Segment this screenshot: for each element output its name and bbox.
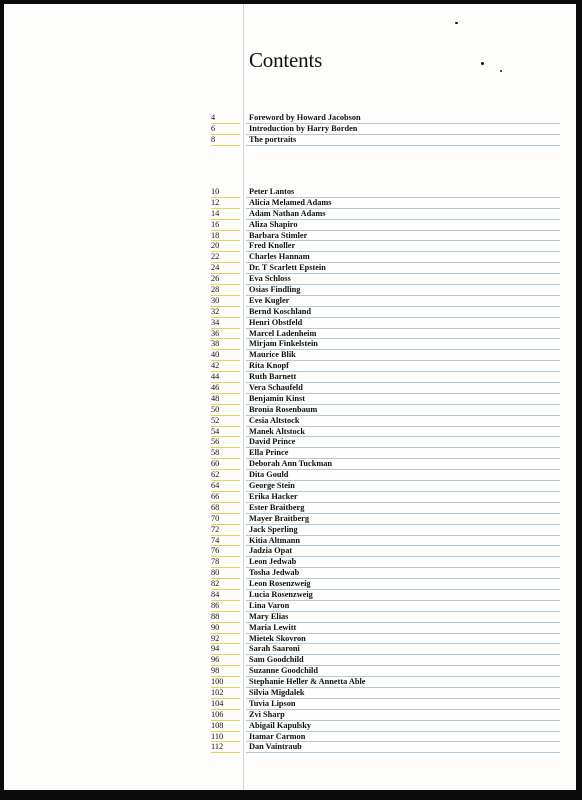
toc-entry — [4, 742, 576, 753]
toc-entry-title: Adam Nathan Adams — [249, 208, 326, 218]
toc-entry-title: Foreword by Howard Jacobson — [249, 113, 361, 122]
toc-page-number: 56 — [211, 437, 220, 447]
toc-entry-title: Mary Elias — [249, 611, 289, 621]
toc-entry-title: Abigail Kapulsky — [249, 720, 312, 730]
toc-entry-title: Dan Vaintraub — [249, 742, 302, 752]
toc-entry — [4, 372, 576, 383]
toc-entry — [4, 394, 576, 405]
contents-page — [4, 4, 576, 790]
toc-page-number: 80 — [211, 568, 220, 578]
toc-entry — [4, 601, 576, 612]
toc-entry — [4, 459, 576, 470]
toc-entry — [4, 590, 576, 601]
toc-page-number: 76 — [211, 546, 220, 556]
toc-entry-title: Marcel Ladenheim — [249, 328, 317, 338]
toc-page-number: 36 — [211, 328, 220, 338]
toc-entry — [4, 732, 576, 743]
rule-line-left — [211, 145, 240, 146]
toc-entry-title: Bronia Rosenbaum — [249, 404, 318, 414]
toc-entry-title: Erika Hacker — [249, 491, 298, 501]
toc-page-number: 112 — [211, 742, 224, 752]
toc-entry-title: Leon Rosenzweig — [249, 579, 311, 589]
print-speck — [481, 62, 484, 65]
toc-page-number: 100 — [211, 677, 224, 687]
toc-entry — [4, 536, 576, 547]
toc-entry-title: Rita Knopf — [249, 361, 289, 371]
toc-page-number: 16 — [211, 219, 220, 229]
print-speck — [455, 22, 458, 24]
toc-page-number: 38 — [211, 339, 220, 349]
toc-entry-title: Jack Sperling — [249, 524, 298, 534]
toc-page-number: 12 — [211, 197, 220, 207]
toc-page-number: 8 — [211, 134, 216, 144]
toc-entry-title: Barbara Stimler — [249, 230, 308, 240]
toc-entry-title: Benjamin Kinst — [249, 393, 306, 403]
toc-entry-title: Lucia Rosenzweig — [249, 589, 313, 599]
toc-entry-title: Eva Schloss — [249, 274, 291, 284]
toc-page-number: 88 — [211, 611, 220, 621]
toc-entry — [4, 437, 576, 448]
toc-entry-title: Mirjam Finkelstein — [249, 339, 318, 349]
toc-entry-title: George Stein — [249, 481, 295, 491]
toc-entry-title: Silvia Migdalek — [249, 687, 305, 697]
toc-entry — [4, 329, 576, 340]
toc-entry — [4, 124, 576, 135]
toc-page-number: 96 — [211, 655, 220, 665]
toc-entry — [4, 644, 576, 655]
toc-entry — [4, 568, 576, 579]
toc-entry-title: Maria Lewitt — [249, 622, 297, 632]
toc-entry-title: Maurice Blik — [249, 350, 296, 360]
toc-page-number: 98 — [211, 666, 220, 676]
toc-page-number: 28 — [211, 285, 220, 295]
toc-page-number: 92 — [211, 633, 220, 643]
toc-entry — [4, 361, 576, 372]
toc-entry — [4, 263, 576, 274]
toc-entry — [4, 546, 576, 557]
toc-entry-title: Itamar Carmon — [249, 731, 306, 741]
toc-entry — [4, 198, 576, 209]
toc-entry — [4, 634, 576, 645]
toc-entry-title: Dita Gould — [249, 470, 289, 480]
toc-entry — [4, 339, 576, 350]
toc-entry-title: Lina Varon — [249, 600, 290, 610]
toc-page-number: 78 — [211, 557, 220, 567]
toc-entry-title: Ruth Barnett — [249, 372, 297, 382]
toc-entry — [4, 579, 576, 590]
toc-entry — [4, 241, 576, 252]
toc-entry — [4, 231, 576, 242]
toc-entry — [4, 623, 576, 634]
toc-entry — [4, 677, 576, 688]
toc-entry-title: Cesia Altstock — [249, 415, 300, 425]
toc-entry-title: Fred Knoller — [249, 241, 296, 251]
toc-page-number: 46 — [211, 383, 220, 393]
toc-page-number: 108 — [211, 720, 224, 730]
toc-entry-title: Aliza Shapiro — [249, 219, 298, 229]
toc-entry — [4, 405, 576, 416]
toc-page-number: 50 — [211, 404, 220, 414]
toc-page-number: 84 — [211, 589, 220, 599]
toc-entry — [4, 318, 576, 329]
toc-entry-title: Manek Altstock — [249, 426, 306, 436]
toc-entry — [4, 187, 576, 198]
toc-entry-title: Henri Obstfeld — [249, 317, 303, 327]
toc-page-number: 68 — [211, 502, 220, 512]
toc-page-number: 48 — [211, 393, 220, 403]
print-speck — [500, 70, 502, 72]
toc-page-number: 104 — [211, 698, 224, 708]
toc-page-number: 90 — [211, 622, 220, 632]
toc-entry — [4, 135, 576, 146]
toc-entry-title: Ester Braitberg — [249, 502, 305, 512]
toc-entry-title: The portraits — [249, 134, 297, 144]
toc-entry — [4, 481, 576, 492]
toc-entry — [4, 699, 576, 710]
toc-entry-title: Leon Jedwab — [249, 557, 297, 567]
toc-page-number: 22 — [211, 252, 220, 262]
toc-page-number: 26 — [211, 274, 220, 284]
toc-entry — [4, 383, 576, 394]
toc-entry-title: David Prince — [249, 437, 296, 447]
toc-entry-title: Mietek Skovron — [249, 633, 306, 643]
toc-entry — [4, 492, 576, 503]
toc-entry — [4, 448, 576, 459]
rule-line-right — [246, 145, 560, 146]
toc-entry-title: Sarah Saaroni — [249, 644, 300, 654]
toc-entry-title: Bernd Koschland — [249, 306, 312, 316]
toc-page-number: 72 — [211, 524, 220, 534]
toc-entry-title: Stephanie Heller & Annetta Able — [249, 677, 366, 687]
toc-entry — [4, 307, 576, 318]
toc-entry — [4, 350, 576, 361]
toc-entry-title: Tuvia Lipson — [249, 698, 296, 708]
toc-entry-title: Alicia Melamed Adams — [249, 197, 332, 207]
toc-page-number: 54 — [211, 426, 220, 436]
toc-entry — [4, 296, 576, 307]
toc-entry — [4, 525, 576, 536]
toc-entry-title: Kitia Altmann — [249, 535, 300, 545]
toc-page-number: 58 — [211, 448, 220, 458]
toc-page-number: 4 — [211, 113, 216, 122]
toc-entry — [4, 514, 576, 525]
toc-entry — [4, 503, 576, 514]
toc-entry — [4, 113, 576, 124]
toc-entry-title: Deborah Ann Tuckman — [249, 459, 333, 469]
toc-entry — [4, 274, 576, 285]
toc-page-number: 86 — [211, 600, 220, 610]
toc-page-number: 10 — [211, 187, 220, 196]
toc-entry — [4, 209, 576, 220]
toc-page-number: 94 — [211, 644, 220, 654]
toc-page-number: 40 — [211, 350, 220, 360]
toc-page-number: 64 — [211, 481, 220, 491]
toc-page-number: 34 — [211, 317, 220, 327]
toc-page-number: 110 — [211, 731, 224, 741]
toc-entry — [4, 252, 576, 263]
toc-entry — [4, 655, 576, 666]
toc-page-number: 62 — [211, 470, 220, 480]
toc-page-number: 32 — [211, 306, 220, 316]
toc-page-number: 18 — [211, 230, 220, 240]
toc-entry-title: Jadzia Opat — [249, 546, 293, 556]
toc-page-number: 6 — [211, 123, 216, 133]
toc-entry — [4, 666, 576, 677]
toc-page-number: 106 — [211, 709, 224, 719]
toc-entry-title: Osias Findling — [249, 285, 301, 295]
toc-entry — [4, 470, 576, 481]
toc-entry — [4, 612, 576, 623]
toc-entry-title: Eve Kugler — [249, 295, 290, 305]
toc-page-number: 82 — [211, 579, 220, 589]
toc-entry-title: Sam Goodchild — [249, 655, 304, 665]
toc-entry — [4, 721, 576, 732]
toc-page-number: 24 — [211, 263, 220, 273]
toc-page-number: 44 — [211, 372, 220, 382]
portrait-entries-list — [4, 187, 576, 753]
toc-entry — [4, 557, 576, 568]
toc-page-number: 14 — [211, 208, 220, 218]
toc-entry-title: Vera Schaufeld — [249, 383, 303, 393]
toc-page-number: 102 — [211, 687, 224, 697]
toc-entry-title: Zvi Sharp — [249, 709, 285, 719]
toc-page-number: 66 — [211, 491, 220, 501]
toc-entry — [4, 416, 576, 427]
toc-page-number: 74 — [211, 535, 220, 545]
page-title: Contents — [249, 48, 323, 72]
toc-entry-title: Peter Lantos — [249, 187, 295, 196]
toc-entry-title: Tosha Jedwab — [249, 568, 300, 578]
toc-entry-title: Dr. T Scarlett Epstein — [249, 263, 326, 273]
toc-entry-title: Mayer Braitberg — [249, 513, 309, 523]
toc-entry — [4, 688, 576, 699]
toc-page-number: 60 — [211, 459, 220, 469]
rule-line-left — [211, 752, 240, 753]
toc-entry — [4, 710, 576, 721]
toc-entry-title: Charles Hannam — [249, 252, 310, 262]
toc-page-number: 20 — [211, 241, 220, 251]
toc-page-number: 42 — [211, 361, 220, 371]
intro-entries-list — [4, 113, 576, 146]
toc-entry — [4, 427, 576, 438]
toc-page-number: 52 — [211, 415, 220, 425]
toc-entry — [4, 285, 576, 296]
toc-page-number: 70 — [211, 513, 220, 523]
toc-page-number: 30 — [211, 295, 220, 305]
toc-entry — [4, 220, 576, 231]
toc-entry-title: Introduction by Harry Borden — [249, 123, 358, 133]
toc-entry-title: Suzanne Goodchild — [249, 666, 318, 676]
rule-line-right — [246, 752, 560, 753]
toc-entry-title: Ella Prince — [249, 448, 289, 458]
